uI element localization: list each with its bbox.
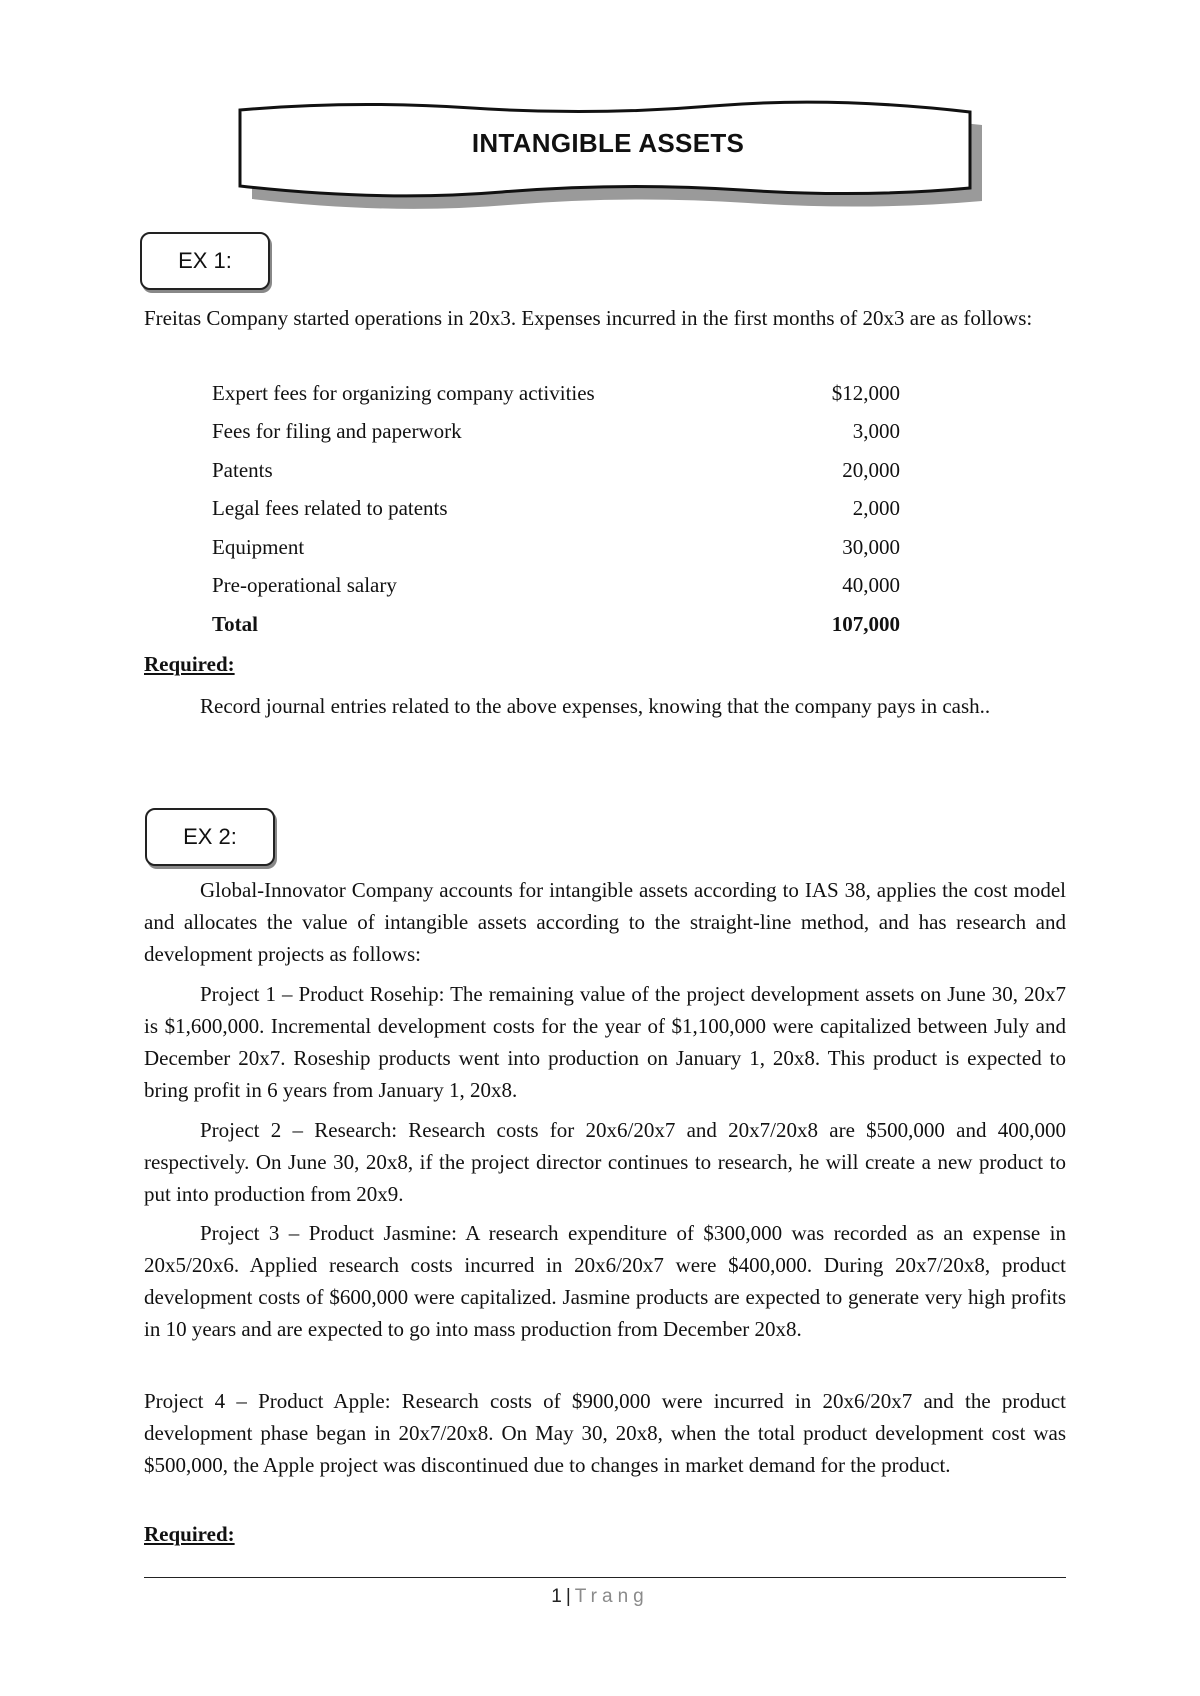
ex1-required-text: Record journal entries related to the above expenses, knowing that the company pays in cash.. [200,694,991,718]
ex1-label: EX 1: [140,232,270,290]
expense-item: Pre-operational salary [212,573,397,598]
footer-separator: | [565,1586,571,1607]
expense-amount: 2,000 [852,496,900,521]
table-row [212,490,900,529]
page-footer [0,1586,1200,1608]
table-row [212,413,900,452]
table-row [212,567,900,606]
ex2-project-3: Project 3 – Product Jasmine: A research expenditure of $300,000 was recorded as an expense in 20x5/20x6. Applied research costs incurred in 20x6/20x7 were $400,000. During 20x7/20x8, product development costs of $600,000 were capitalized. Jasmine products are expected to generate very high profits in 10 years and are expected to go into mass production from December 20x8. [144,1221,1066,1341]
table-row [212,451,900,490]
expense-amount: $12,000 [831,380,900,405]
ex2-required-label: Required: [144,1522,235,1546]
footer-page-word: Trang [574,1586,649,1607]
expense-item: Legal fees related to patents [212,496,448,521]
ex2-project-4: Project 4 – Product Apple: Research costs of $900,000 were incurred in 20x6/20x7 and the product development phase began in 20x7/20x8. On May 30, 20x8, when the total product development cost was $500,000, the Apple project was discontinued due to changes in market demand for the product. [144,1389,1066,1477]
table-row [212,528,900,567]
expense-amount: 40,000 [842,573,900,598]
ex2-project-2: Project 2 – Research: Research costs for 20x6/20x7 and 20x7/20x8 are $500,000 and 400,000 respectively. On June 30, 20x8, if the project director continues to research, he will create a new product to put into production from 20x9. [144,1118,1066,1206]
ex2-intro: Global-Innovator Company accounts for intangible assets according to IAS 38, applies the cost model and allocates the value of intangible assets according to the straight-line method, and has research and development projects as follows: [144,878,1066,966]
total-row [212,605,900,644]
expense-amount: 30,000 [842,534,900,559]
expense-item: Expert fees for organizing company activities [212,380,595,405]
expense-amount: 20,000 [842,457,900,482]
table-row [212,374,900,413]
page-title: INTANGIBLE ASSETS [471,128,745,158]
ex2-project-1: Project 1 – Product Rosehip: The remaining value of the project development assets on June 30, 20x7 is $1,600,000. Incremental development costs for the year of $1,100,000 were capitalized between July and December 20x7. Roseship products went into production on January 1, 20x8. This product is expected to bring profit in 6 years from January 1, 20x8. [144,982,1066,1102]
page-number: 1 [551,1586,562,1607]
expenses-table [212,374,900,644]
expense-amount: 3,000 [852,419,900,444]
expense-item: Fees for filing and paperwork [212,419,462,444]
ex1-required-label: Required: [144,652,235,676]
expense-item: Patents [212,457,273,482]
title-banner [232,98,984,210]
total-amount: 107,000 [831,611,900,636]
ex2-label: EX 2: [145,808,275,866]
ex1-intro: Freitas Company started operations in 20x3. Expenses incurred in the first months of 20x3 are as follows: [144,306,1033,330]
footer-divider [144,1577,1066,1578]
total-label: Total [212,611,258,636]
expense-item: Equipment [212,534,305,559]
